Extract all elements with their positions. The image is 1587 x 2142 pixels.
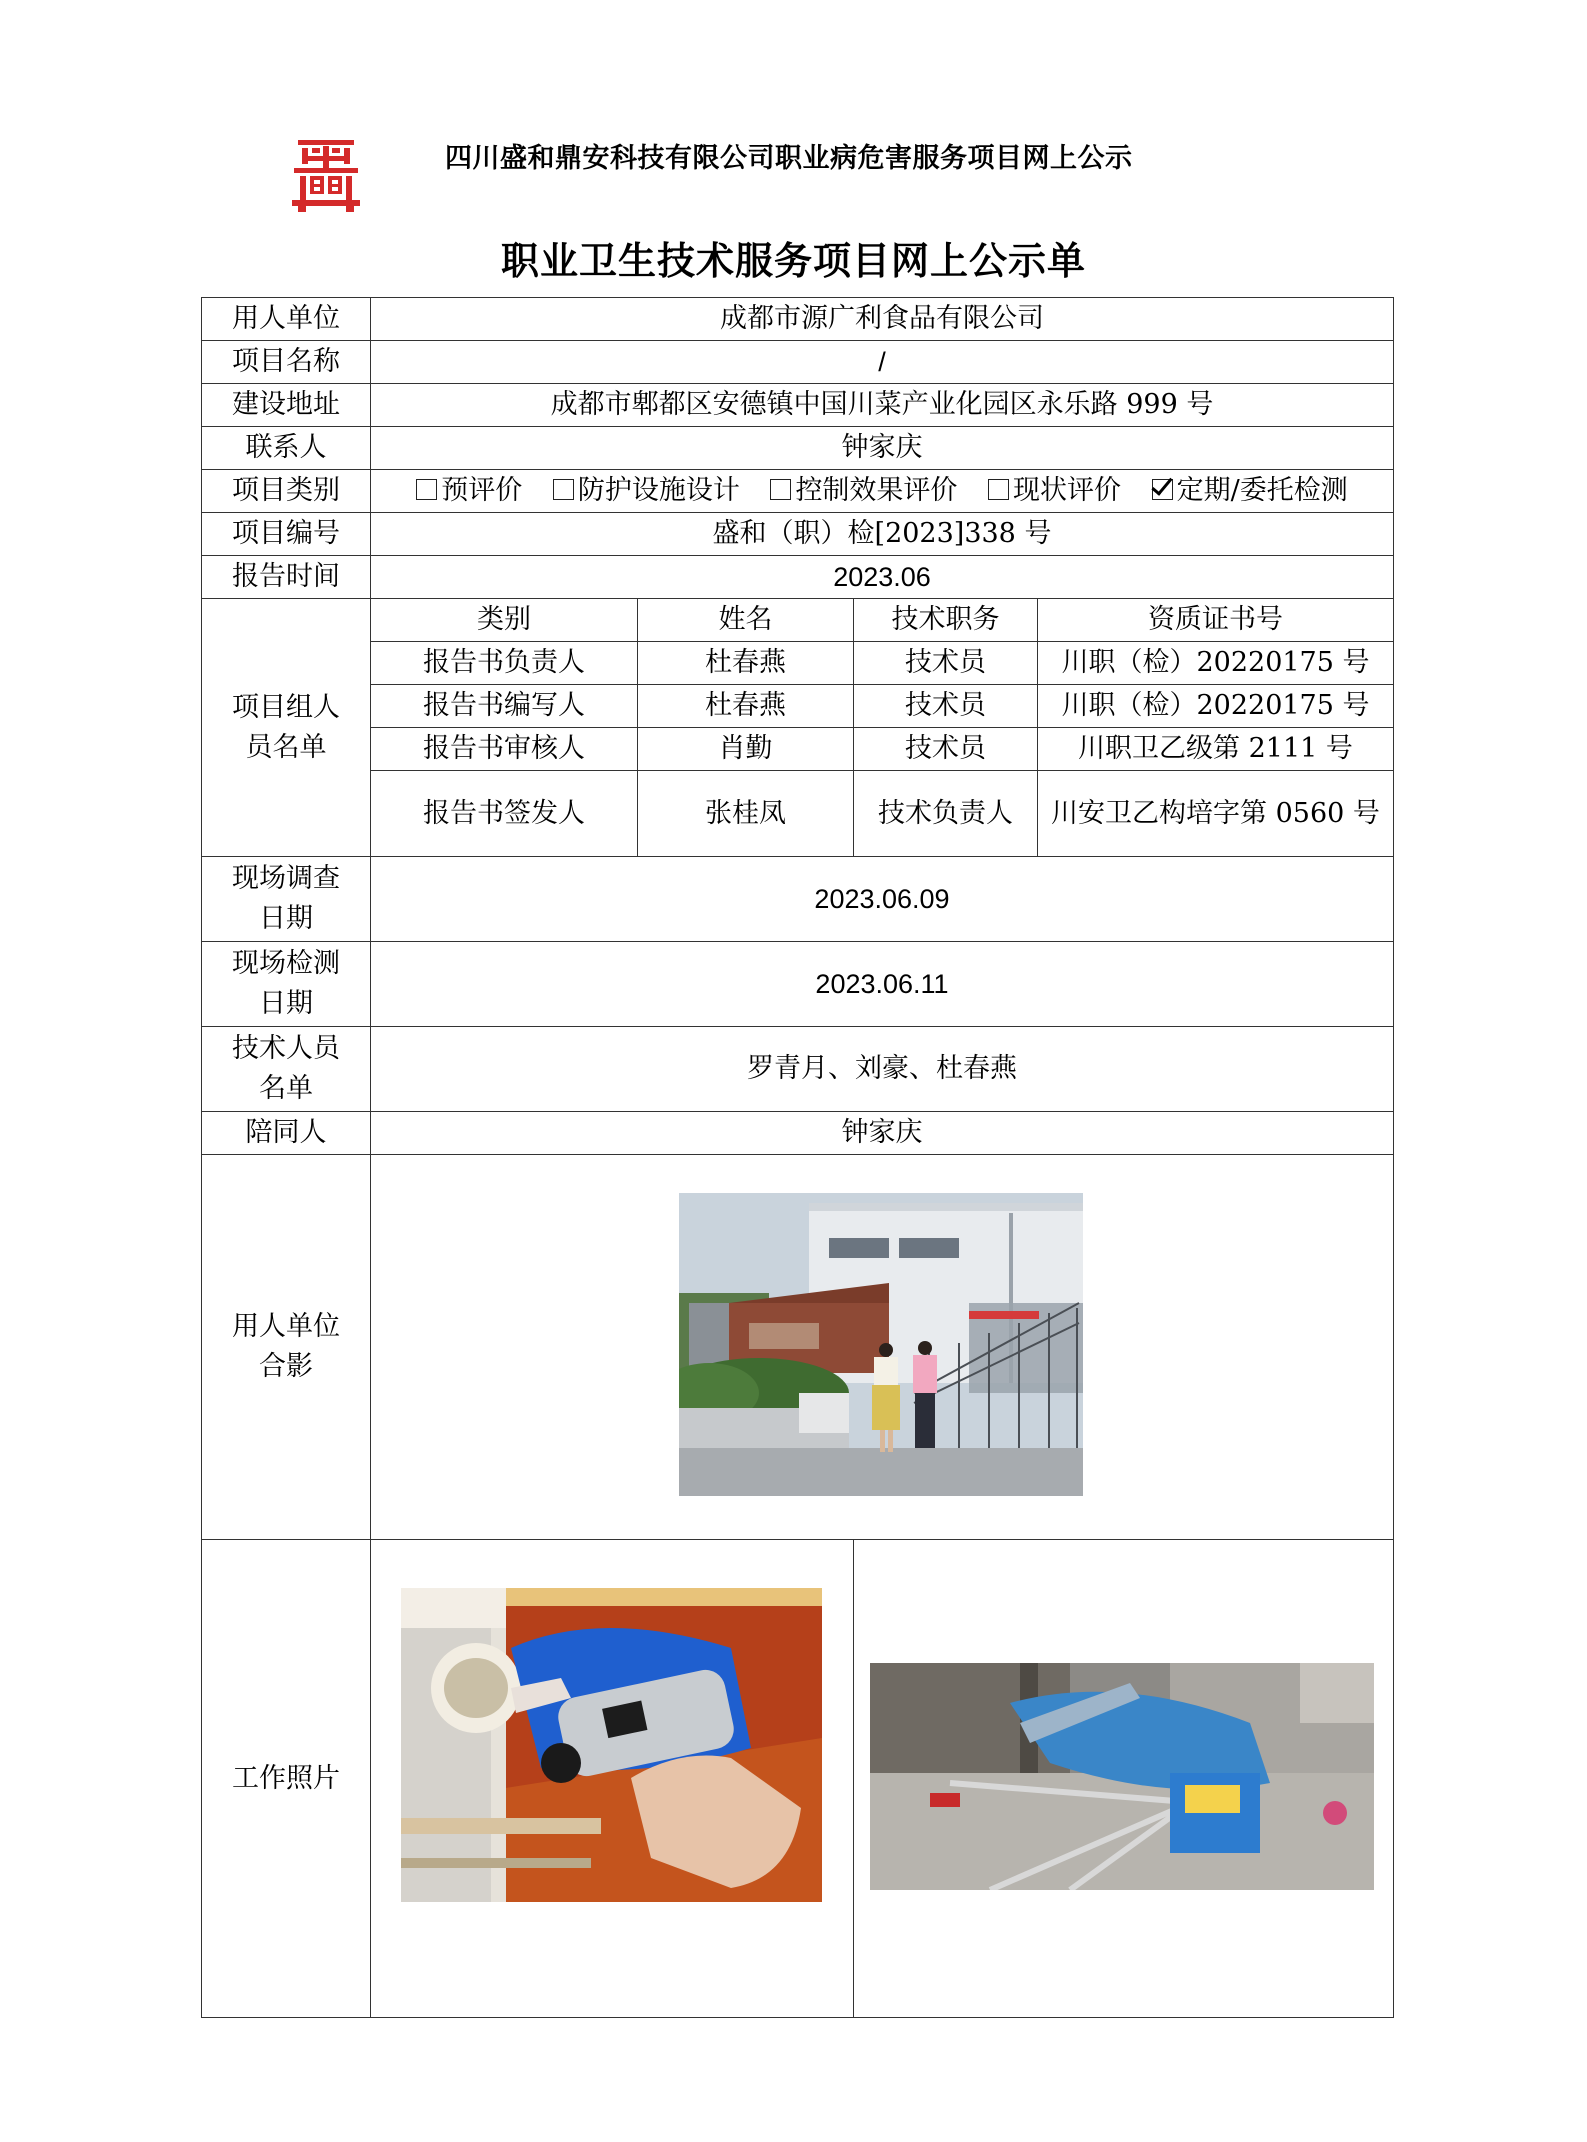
personnel-certificate: 川职（检）20220175 号 [1038, 685, 1394, 728]
category-label: 项目类别 [202, 470, 371, 513]
project-name-label: 项目名称 [202, 341, 371, 384]
personnel-row [202, 728, 1394, 771]
row-survey-date [202, 857, 1394, 942]
group-photo-label-line2: 合影 [259, 1351, 313, 1382]
survey-date-label-line2: 日期 [259, 903, 313, 934]
employer-value: 成都市源广利食品有限公司 [371, 298, 1394, 341]
personnel-certificate: 川安卫乙构培字第 0560 号 [1038, 771, 1394, 857]
organization-header: 四川盛和鼎安科技有限公司职业病危害服务项目网上公示 [445, 143, 1133, 174]
contact-value: 钟家庆 [371, 427, 1394, 470]
row-report-time [202, 556, 1394, 599]
personnel-header-row [202, 599, 1394, 642]
personnel-role: 报告书编写人 [371, 685, 638, 728]
personnel-header-category: 类别 [371, 599, 638, 642]
contact-label: 联系人 [202, 427, 371, 470]
work-photo-dust-sampler-image [870, 1663, 1374, 1890]
checkbox-unchecked-icon [553, 479, 574, 500]
row-contact [202, 427, 1394, 470]
personnel-role: 报告书负责人 [371, 642, 638, 685]
detection-date-label [202, 942, 371, 1027]
detection-date-label-line2: 日期 [259, 988, 313, 1019]
technicians-label-line1: 技术人员 [232, 1033, 340, 1064]
report-time-label: 报告时间 [202, 556, 371, 599]
project-no-value: 盛和（职）检[2023]338 号 [371, 513, 1394, 556]
work-photos-label: 工作照片 [202, 1540, 371, 2018]
personnel-header-name: 姓名 [638, 599, 854, 642]
technicians-value: 罗青月、刘豪、杜春燕 [371, 1027, 1394, 1112]
personnel-certificate: 川职（检）20220175 号 [1038, 642, 1394, 685]
technicians-label [202, 1027, 371, 1112]
survey-date-label-line1: 现场调查 [232, 863, 340, 894]
personnel-title: 技术员 [854, 728, 1038, 771]
personnel-label [202, 599, 371, 857]
personnel-name: 张桂凤 [638, 771, 854, 857]
checkbox-unchecked-icon [988, 479, 1009, 500]
category-option-status-evaluation[interactable] [988, 471, 1121, 511]
category-option-label: 定期/委托检测 [1176, 475, 1348, 506]
category-option-protection-design[interactable] [553, 471, 740, 511]
personnel-header-title: 技术职务 [854, 599, 1038, 642]
detection-date-label-line1: 现场检测 [232, 948, 340, 979]
personnel-role: 报告书签发人 [371, 771, 638, 857]
personnel-label-line2: 员名单 [245, 731, 327, 763]
detection-date-value: 2023.06.11 [371, 942, 1394, 1027]
company-seal-logo-icon [288, 136, 364, 212]
companion-value: 钟家庆 [371, 1112, 1394, 1155]
category-option-control-effect[interactable] [770, 471, 957, 511]
personnel-role: 报告书审核人 [371, 728, 638, 771]
project-no-label: 项目编号 [202, 513, 371, 556]
technicians-label-line2: 名单 [259, 1073, 313, 1104]
row-companion [202, 1112, 1394, 1155]
category-option-label: 预评价 [441, 475, 523, 506]
personnel-name: 杜春燕 [638, 685, 854, 728]
category-option-pre-evaluation[interactable] [416, 471, 522, 511]
personnel-header-certificate: 资质证书号 [1038, 599, 1394, 642]
row-category [202, 470, 1394, 513]
category-option-label: 现状评价 [1013, 475, 1122, 506]
personnel-row [202, 642, 1394, 685]
personnel-title: 技术员 [854, 685, 1038, 728]
companion-label: 陪同人 [202, 1112, 371, 1155]
personnel-certificate: 川职卫乙级第 2111 号 [1038, 728, 1394, 771]
personnel-name: 杜春燕 [638, 642, 854, 685]
survey-date-label [202, 857, 371, 942]
row-project-no [202, 513, 1394, 556]
work-photo-sound-meter-image [401, 1588, 822, 1902]
address-value: 成都市郫都区安德镇中国川菜产业化园区永乐路 999 号 [371, 384, 1394, 427]
personnel-name: 肖勤 [638, 728, 854, 771]
personnel-title: 技术员 [854, 642, 1038, 685]
personnel-label-line1: 项目组人 [232, 691, 340, 723]
group-photo-image [679, 1193, 1083, 1496]
group-photo-label [202, 1155, 371, 1540]
row-employer [202, 298, 1394, 341]
checkbox-checked-icon [1152, 479, 1173, 500]
address-label: 建设地址 [202, 384, 371, 427]
personnel-title: 技术负责人 [854, 771, 1038, 857]
row-project-name [202, 341, 1394, 384]
group-photo-label-line1: 用人单位 [232, 1311, 340, 1342]
report-time-value: 2023.06 [371, 556, 1394, 599]
project-name-value: / [371, 341, 1394, 384]
survey-date-value: 2023.06.09 [371, 857, 1394, 942]
personnel-row [202, 771, 1394, 814]
category-option-periodic-detection[interactable] [1152, 471, 1348, 511]
row-technicians [202, 1027, 1394, 1112]
row-address [202, 384, 1394, 427]
category-option-label: 控制效果评价 [795, 475, 958, 506]
employer-label: 用人单位 [202, 298, 371, 341]
checkbox-unchecked-icon [770, 479, 791, 500]
checkbox-unchecked-icon [416, 479, 437, 500]
category-options [371, 470, 1394, 513]
document-title: 职业卫生技术服务项目网上公示单 [500, 238, 1086, 283]
personnel-row [202, 685, 1394, 728]
category-option-label: 防护设施设计 [577, 475, 740, 506]
row-detection-date [202, 942, 1394, 1027]
